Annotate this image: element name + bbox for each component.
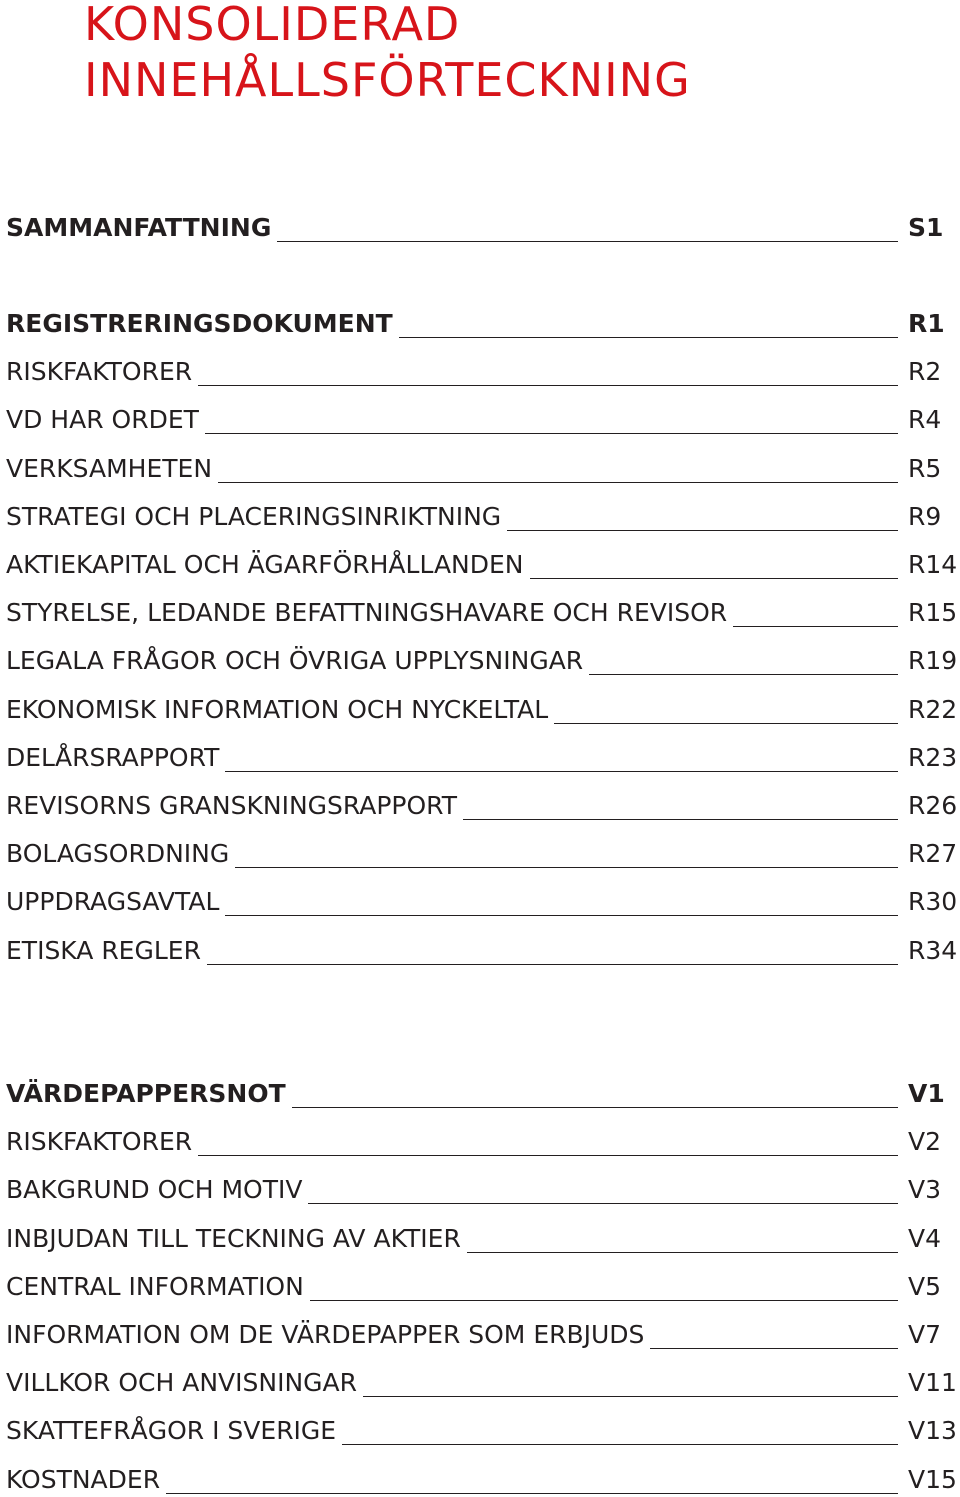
toc-entry-page: V2: [908, 1127, 942, 1157]
toc-entry-page: V15: [908, 1464, 957, 1494]
toc-leader-line: [277, 241, 898, 242]
toc-entry-title: REVISORNS GRANSKNINGSRAPPORT: [6, 791, 461, 821]
toc-entry-page: V13: [908, 1416, 957, 1446]
toc-entry[interactable]: [6, 494, 960, 534]
toc-leader-line: [166, 1493, 898, 1494]
toc-entry-title: RISKFAKTORER: [6, 357, 196, 387]
toc-entry-page: R2: [908, 357, 942, 387]
toc-entry[interactable]: [6, 928, 960, 968]
toc-leader-line: [530, 578, 898, 579]
toc-entry-title: BOLAGSORDNING: [6, 839, 233, 869]
toc-entry-title: STYRELSE, LEDANDE BEFATTNINGSHAVARE OCH REVISOR: [6, 598, 731, 628]
toc-entry-title: UPPDRAGSAVTAL: [6, 887, 223, 917]
toc-entry-page: R23: [908, 742, 958, 772]
toc-leader-line: [235, 867, 898, 868]
toc-entry-title: KOSTNADER: [6, 1465, 164, 1495]
toc-entry-title: SKATTEFRÅGOR I SVERIGE: [6, 1416, 340, 1446]
page-title-line-2: INNEHÅLLSFÖRTECKNING: [84, 53, 691, 107]
toc-entry[interactable]: [6, 831, 960, 871]
toc-entry[interactable]: [6, 397, 960, 437]
toc-entry[interactable]: [6, 783, 960, 823]
toc-entry-page: R22: [908, 694, 958, 724]
toc-entry[interactable]: [6, 687, 960, 727]
toc-entry-title: LEGALA FRÅGOR OCH ÖVRIGA UPPLYSNINGAR: [6, 646, 587, 676]
toc-entry[interactable]: [6, 542, 960, 582]
toc-leader-line: [399, 337, 898, 338]
toc-entry-page: R1: [908, 309, 945, 338]
toc-entry[interactable]: [6, 301, 960, 341]
toc-entry-page: R26: [908, 791, 958, 820]
toc-entry-title: AKTIEKAPITAL OCH ÄGARFÖRHÅLLANDEN: [6, 550, 528, 580]
toc-leader-line: [207, 964, 898, 965]
toc-entry[interactable]: [6, 1360, 960, 1400]
toc-leader-line: [198, 385, 898, 386]
toc-entry[interactable]: [6, 1408, 960, 1448]
toc-entry-page: R30: [908, 887, 958, 917]
toc-entry[interactable]: [6, 1119, 960, 1159]
toc-entry-title: VD HAR ORDET: [6, 405, 203, 435]
toc-entry[interactable]: [6, 446, 960, 486]
toc-leader-line: [507, 530, 898, 531]
toc-entry-page: V3: [908, 1175, 942, 1205]
toc-entry-page: S1: [908, 213, 944, 242]
toc-entry[interactable]: [6, 638, 960, 678]
toc-entry-page: R5: [908, 453, 942, 483]
toc-entry-title: DELÅRSRAPPORT: [6, 743, 223, 773]
toc-entry-title: ETISKA REGLER: [6, 936, 205, 966]
toc-entry[interactable]: [6, 1167, 960, 1207]
toc-entry-title: SAMMANFATTNING: [6, 213, 275, 243]
toc-leader-line: [310, 1300, 898, 1301]
page-title-line-1: KONSOLIDERAD: [84, 0, 461, 51]
toc-entry[interactable]: [6, 1264, 960, 1304]
toc-entry-page: R27: [908, 839, 958, 869]
toc-leader-line: [650, 1348, 898, 1349]
toc-leader-line: [554, 723, 898, 724]
toc-entry-page: V5: [908, 1271, 942, 1301]
toc-leader-line: [292, 1107, 898, 1108]
toc-entry-title: STRATEGI OCH PLACERINGSINRIKTNING: [6, 502, 505, 532]
toc-leader-line: [342, 1444, 898, 1445]
toc-entry[interactable]: [6, 349, 960, 389]
toc-entry[interactable]: [6, 1216, 960, 1256]
toc-entry-title: INBJUDAN TILL TECKNING AV AKTIER: [6, 1224, 465, 1254]
toc-entry[interactable]: [6, 1457, 960, 1497]
toc-entry-title: INFORMATION OM DE VÄRDEPAPPER SOM ERBJUDS: [6, 1320, 648, 1350]
toc-entry-title: VILLKOR OCH ANVISNINGAR: [6, 1368, 361, 1398]
toc-entry[interactable]: [6, 590, 960, 630]
toc-leader-line: [218, 482, 898, 483]
toc-entry-title: REGISTRERINGSDOKUMENT: [6, 309, 397, 339]
toc-entry-page: V11: [908, 1368, 957, 1398]
toc-leader-line: [205, 433, 898, 434]
toc-leader-line: [463, 819, 898, 820]
toc-entry-page: R19: [908, 646, 958, 676]
toc-leader-line: [225, 915, 898, 916]
toc-entry-page: V4: [908, 1223, 942, 1253]
toc-entry[interactable]: [6, 205, 960, 245]
toc-entry[interactable]: [6, 1071, 960, 1111]
toc-entry-title: VERKSAMHETEN: [6, 454, 216, 484]
toc-entry-title: EKONOMISK INFORMATION OCH NYCKELTAL: [6, 695, 552, 725]
toc-entry[interactable]: [6, 735, 960, 775]
toc-entry-page: R4: [908, 405, 942, 435]
toc-entry[interactable]: [6, 1312, 960, 1352]
toc-entry-title: VÄRDEPAPPERSNOT: [6, 1079, 290, 1109]
toc-leader-line: [363, 1396, 898, 1397]
toc-leader-line: [225, 771, 898, 772]
toc-entry-page: R34: [908, 935, 958, 965]
toc-entry-page: V1: [908, 1079, 945, 1108]
toc-entry[interactable]: [6, 879, 960, 919]
toc-leader-line: [198, 1155, 898, 1156]
toc-entry-page: R9: [908, 501, 942, 531]
page-title: [84, 0, 924, 108]
toc-entry-page: R14: [908, 550, 958, 579]
toc-leader-line: [308, 1203, 898, 1204]
toc-leader-line: [467, 1252, 898, 1253]
toc-entry-page: V7: [908, 1320, 942, 1349]
toc-leader-line: [589, 674, 898, 675]
toc-entry-title: BAKGRUND OCH MOTIV: [6, 1175, 306, 1205]
toc-entry-title: CENTRAL INFORMATION: [6, 1272, 308, 1302]
toc-entry-page: R15: [908, 598, 958, 628]
toc-leader-line: [733, 626, 898, 627]
toc-entry-title: RISKFAKTORER: [6, 1127, 196, 1157]
